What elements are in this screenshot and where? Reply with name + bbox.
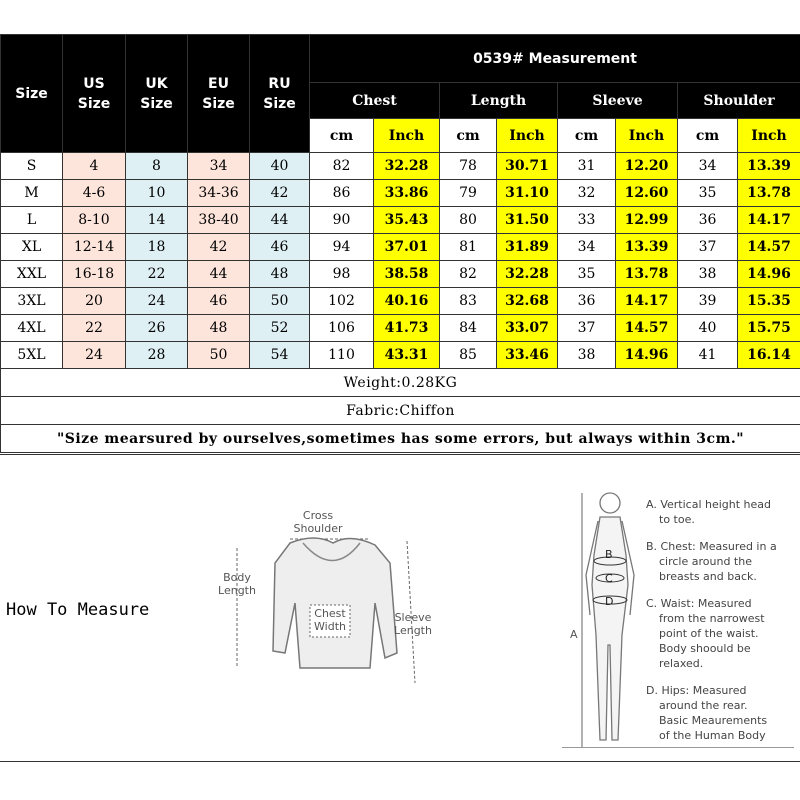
cell-sleeve-in: 14.96: [616, 342, 678, 369]
unit-cm: cm: [558, 119, 616, 153]
cell-shoulder-cm: 36: [678, 207, 738, 234]
legend-line: A. Vertical height head: [646, 498, 772, 511]
cell-length-in: 33.07: [497, 315, 558, 342]
cell-chest-in: 40.16: [374, 288, 440, 315]
cell-shoulder-in: 15.35: [738, 288, 800, 315]
cell-length-in: 31.10: [497, 180, 558, 207]
cell-us: 22: [63, 315, 126, 342]
cell-sleeve-in: 13.39: [616, 234, 678, 261]
legend-divider: [562, 747, 794, 748]
cell-uk: 14: [126, 207, 188, 234]
cell-ru: 42: [250, 180, 310, 207]
cell-sleeve-cm: 34: [558, 234, 616, 261]
cell-ru: 54: [250, 342, 310, 369]
cell-us: 12-14: [63, 234, 126, 261]
table-row: [1, 342, 800, 369]
shirt-diagram: [215, 503, 445, 703]
legend-line: C. Waist: Measured: [646, 597, 752, 610]
cell-sleeve-cm: 32: [558, 180, 616, 207]
cell-eu: 34: [188, 153, 250, 180]
cell-length-in: 30.71: [497, 153, 558, 180]
table-row: [1, 153, 800, 180]
cell-length-cm: 83: [440, 288, 497, 315]
legend-line: Basic Meaurements: [659, 714, 768, 727]
cell-shoulder-in: 15.75: [738, 315, 800, 342]
legend-item: [646, 539, 796, 584]
cell-ru: 50: [250, 288, 310, 315]
unit-cm: cm: [440, 119, 497, 153]
chest-width-label-1: Chest: [314, 607, 346, 620]
cross-shoulder-label-1: Cross: [302, 509, 334, 522]
header-uk-size: UK Size: [126, 35, 188, 153]
letter-a: A: [570, 628, 578, 641]
cross-shoulder-label-2: Shoulder: [293, 522, 343, 535]
cell-size: 3XL: [1, 288, 63, 315]
how-to-measure-section: [0, 454, 800, 762]
table-row: [1, 261, 800, 288]
cell-shoulder-cm: 39: [678, 288, 738, 315]
cell-size: 4XL: [1, 315, 63, 342]
cell-sleeve-cm: 36: [558, 288, 616, 315]
cell-shoulder-cm: 40: [678, 315, 738, 342]
table-row: [1, 207, 800, 234]
cell-length-in: 33.46: [497, 342, 558, 369]
cell-chest-cm: 98: [310, 261, 374, 288]
cell-chest-cm: 86: [310, 180, 374, 207]
cell-eu: 42: [188, 234, 250, 261]
cell-us: 16-18: [63, 261, 126, 288]
cell-size: S: [1, 153, 63, 180]
cell-shoulder-in: 14.17: [738, 207, 800, 234]
cell-uk: 8: [126, 153, 188, 180]
cell-ru: 40: [250, 153, 310, 180]
cell-chest-in: 37.01: [374, 234, 440, 261]
cell-length-cm: 82: [440, 261, 497, 288]
unit-inch: Inch: [374, 119, 440, 153]
unit-cm: cm: [310, 119, 374, 153]
cell-shoulder-cm: 34: [678, 153, 738, 180]
header-shoulder: Shoulder: [678, 83, 800, 119]
legend-line: to toe.: [659, 513, 695, 526]
cell-size: XL: [1, 234, 63, 261]
letter-b: B: [605, 548, 613, 561]
cell-length-cm: 79: [440, 180, 497, 207]
header-sleeve: Sleeve: [558, 83, 678, 119]
legend-item: [646, 683, 796, 743]
cell-us: 4: [63, 153, 126, 180]
cell-shoulder-cm: 37: [678, 234, 738, 261]
cell-uk: 24: [126, 288, 188, 315]
table-row: [1, 288, 800, 315]
how-to-measure-label: How To Measure: [6, 600, 150, 620]
cell-chest-in: 43.31: [374, 342, 440, 369]
cell-us: 24: [63, 342, 126, 369]
measurement-legend: [646, 497, 796, 755]
cell-length-in: 31.50: [497, 207, 558, 234]
sleeve-length-label-1: Sleeve: [394, 611, 432, 624]
cell-uk: 26: [126, 315, 188, 342]
cell-eu: 48: [188, 315, 250, 342]
cell-sleeve-in: 12.60: [616, 180, 678, 207]
cell-shoulder-in: 16.14: [738, 342, 800, 369]
measurement-note: "Size mearsured by ourselves,sometimes has some errors, but always within 3cm.": [1, 425, 800, 453]
legend-line: B. Chest: Measured in a: [646, 540, 777, 553]
cell-uk: 18: [126, 234, 188, 261]
cell-sleeve-in: 14.57: [616, 315, 678, 342]
cell-sleeve-cm: 33: [558, 207, 616, 234]
body-length-label-2: Length: [218, 584, 256, 597]
cell-length-cm: 80: [440, 207, 497, 234]
legend-line: of the Human Body: [659, 729, 766, 742]
letter-c: C: [605, 572, 613, 585]
cell-size: XXL: [1, 261, 63, 288]
cell-length-in: 31.89: [497, 234, 558, 261]
cell-chest-cm: 94: [310, 234, 374, 261]
cell-eu: 50: [188, 342, 250, 369]
unit-inch: Inch: [497, 119, 558, 153]
cell-chest-cm: 90: [310, 207, 374, 234]
cell-chest-cm: 110: [310, 342, 374, 369]
header-length: Length: [440, 83, 558, 119]
cell-shoulder-in: 13.39: [738, 153, 800, 180]
unit-inch: Inch: [616, 119, 678, 153]
cell-size: L: [1, 207, 63, 234]
cell-ru: 44: [250, 207, 310, 234]
cell-eu: 38-40: [188, 207, 250, 234]
cell-sleeve-in: 12.99: [616, 207, 678, 234]
cell-length-in: 32.68: [497, 288, 558, 315]
cell-us: 8-10: [63, 207, 126, 234]
cell-length-in: 32.28: [497, 261, 558, 288]
header-us-size: US Size: [63, 35, 126, 153]
legend-line: relaxed.: [659, 657, 704, 670]
table-row: [1, 315, 800, 342]
cell-eu: 34-36: [188, 180, 250, 207]
cell-chest-in: 32.28: [374, 153, 440, 180]
fabric-info: Fabric:Chiffon: [1, 397, 800, 425]
cell-eu: 46: [188, 288, 250, 315]
legend-line: around the rear.: [659, 699, 748, 712]
table-row: [1, 180, 800, 207]
body-length-label-1: Body: [223, 571, 251, 584]
cell-sleeve-cm: 37: [558, 315, 616, 342]
weight-info: Weight:0.28KG: [1, 369, 800, 397]
cell-chest-cm: 102: [310, 288, 374, 315]
cell-ru: 46: [250, 234, 310, 261]
legend-line: D. Hips: Measured: [646, 684, 747, 697]
cell-sleeve-cm: 31: [558, 153, 616, 180]
sleeve-length-label-2: Length: [394, 624, 432, 637]
legend-line: Body shoould be: [659, 642, 751, 655]
cell-sleeve-in: 14.17: [616, 288, 678, 315]
cell-shoulder-cm: 38: [678, 261, 738, 288]
cell-length-cm: 84: [440, 315, 497, 342]
cell-shoulder-cm: 41: [678, 342, 738, 369]
cell-eu: 44: [188, 261, 250, 288]
cell-uk: 10: [126, 180, 188, 207]
cell-shoulder-in: 13.78: [738, 180, 800, 207]
cell-length-cm: 81: [440, 234, 497, 261]
cell-size: 5XL: [1, 342, 63, 369]
cell-uk: 28: [126, 342, 188, 369]
cell-ru: 52: [250, 315, 310, 342]
cell-shoulder-in: 14.57: [738, 234, 800, 261]
unit-inch: Inch: [738, 119, 800, 153]
cell-length-cm: 78: [440, 153, 497, 180]
legend-line: circle around the: [659, 555, 752, 568]
chest-width-label-2: Width: [314, 620, 346, 633]
cell-chest-in: 41.73: [374, 315, 440, 342]
cell-shoulder-in: 14.96: [738, 261, 800, 288]
cell-chest-cm: 106: [310, 315, 374, 342]
header-chest: Chest: [310, 83, 440, 119]
cell-sleeve-cm: 35: [558, 261, 616, 288]
cell-chest-in: 33.86: [374, 180, 440, 207]
header-eu-size: EU Size: [188, 35, 250, 153]
letter-d: D: [605, 595, 614, 608]
legend-item: [646, 596, 796, 671]
header-ru-size: RU Size: [250, 35, 310, 153]
legend-line: from the narrowest: [659, 612, 765, 625]
body-figure: [560, 485, 645, 755]
cell-chest-in: 35.43: [374, 207, 440, 234]
cell-chest-in: 38.58: [374, 261, 440, 288]
cell-sleeve-in: 12.20: [616, 153, 678, 180]
unit-cm: cm: [678, 119, 738, 153]
cell-shoulder-cm: 35: [678, 180, 738, 207]
cell-us: 4-6: [63, 180, 126, 207]
cell-sleeve-cm: 38: [558, 342, 616, 369]
size-table: [0, 34, 800, 453]
table-row: [1, 234, 800, 261]
cell-ru: 48: [250, 261, 310, 288]
legend-line: point of the waist.: [659, 627, 759, 640]
header-size: Size: [1, 35, 63, 153]
measurement-title: 0539# Measurement: [310, 35, 800, 83]
cell-length-cm: 85: [440, 342, 497, 369]
legend-line: breasts and back.: [659, 570, 757, 583]
cell-chest-cm: 82: [310, 153, 374, 180]
cell-sleeve-in: 13.78: [616, 261, 678, 288]
cell-us: 20: [63, 288, 126, 315]
size-chart: [0, 34, 800, 453]
legend-item: [646, 497, 796, 527]
cell-uk: 22: [126, 261, 188, 288]
cell-size: M: [1, 180, 63, 207]
